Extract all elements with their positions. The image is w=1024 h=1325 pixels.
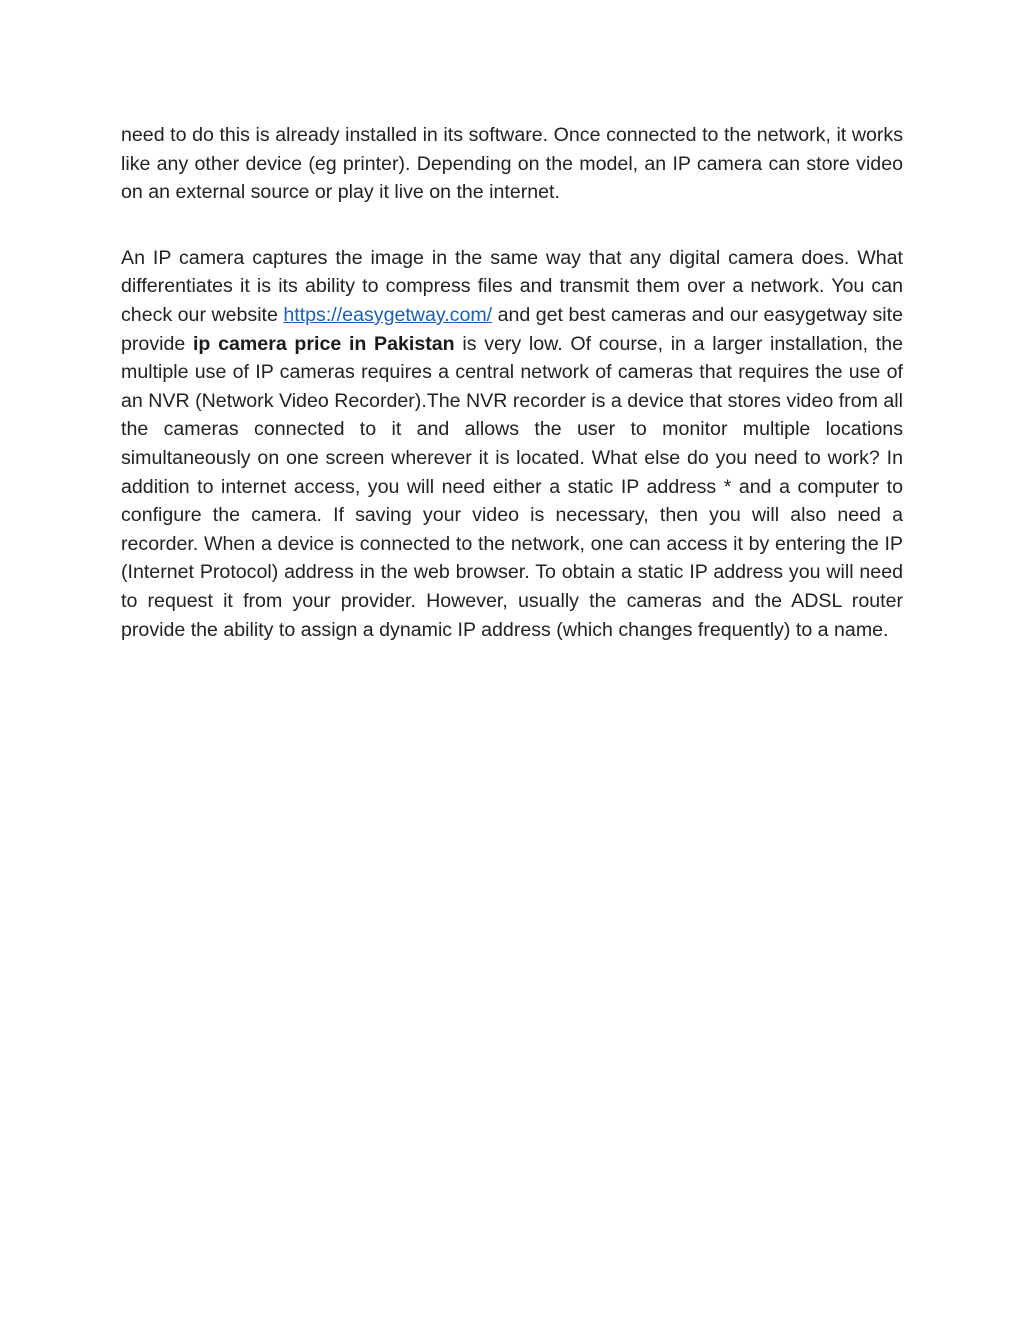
paragraph-2-text-start: An IP camera captures the image in the same way that any digital camera does. What differentiates it is its ability to compress files and transmit them over a network. You can check our website xyxy=(121,246,903,326)
bold-keyword: ip camera price in Pakistan xyxy=(192,332,455,355)
paragraph-2 xyxy=(121,244,903,644)
easygetway-link[interactable]: https://easygetway.com/ xyxy=(283,303,493,326)
paragraph-2-text-end: is very low. Of course, in a larger installation, the multiple use of IP cameras requires a central network of cameras that requires the use of an NVR (Network Video Recorder).The NVR recorder is a device that stores video from all the cameras connected to it and allows the user to monitor multiple locations simultaneously on one screen wherever it is located. What else do you need to work? In addition to internet access, you will need either a static IP address * and a computer to configure the camera. If saving your video is necessary, then you will also need a recorder. When a device is connected to the network, one can access it by entering the IP (Internet Protocol) address in the web browser. To obtain a static IP address you will need to request it from your provider. However, usually the cameras and the ADSL router provide the ability to assign a dynamic IP address (which changes frequently) to a name. xyxy=(121,332,903,641)
paragraph-1 xyxy=(121,121,903,207)
paragraph-2-text-middle: and get best cameras and our easygetway site provide xyxy=(121,303,903,355)
paragraph-1-text: need to do this is already installed in its software. Once connected to the network, it works like any other device (eg printer). Depending on the model, an IP camera can store video on an external source or play it live on the internet. xyxy=(121,124,903,204)
document-body xyxy=(121,121,903,644)
